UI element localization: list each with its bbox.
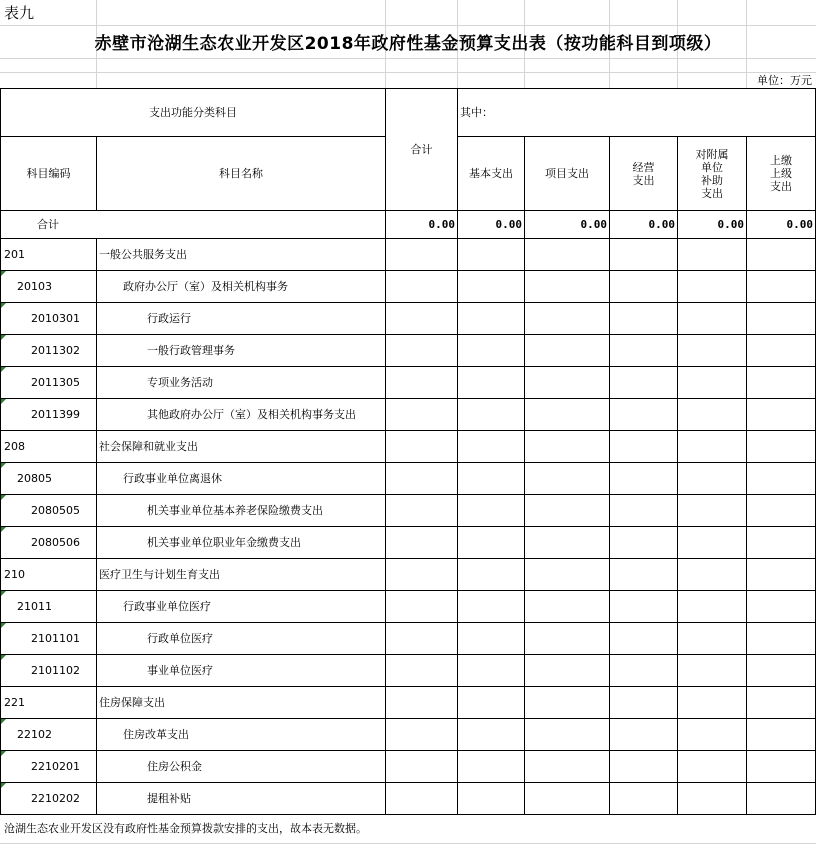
value-cell[interactable] bbox=[747, 431, 816, 463]
budget-table bbox=[0, 88, 816, 815]
totals-row bbox=[1, 211, 816, 239]
value-cell[interactable] bbox=[747, 303, 816, 335]
subject-code-cell[interactable] bbox=[1, 431, 97, 463]
subject-code: 20103 bbox=[17, 279, 52, 293]
table-row bbox=[1, 271, 816, 303]
value-cell[interactable] bbox=[525, 303, 610, 335]
value-cell[interactable] bbox=[386, 655, 458, 687]
value-cell[interactable] bbox=[610, 559, 678, 591]
cell-marker-icon bbox=[1, 783, 6, 788]
value-cell[interactable] bbox=[458, 399, 525, 431]
subject-name[interactable]: 提租补贴 bbox=[97, 783, 386, 815]
subject-name[interactable]: 医疗卫生与计划生育支出 bbox=[97, 559, 386, 591]
header-project: 项目支出 bbox=[525, 137, 610, 211]
value-cell[interactable] bbox=[386, 591, 458, 623]
value-cell[interactable] bbox=[458, 495, 525, 527]
cell-marker-icon bbox=[1, 303, 6, 308]
subject-code-cell[interactable] bbox=[1, 367, 97, 399]
cell-marker-icon bbox=[1, 495, 6, 500]
value-cell[interactable] bbox=[458, 367, 525, 399]
cell-marker-icon bbox=[1, 271, 6, 276]
subject-name[interactable]: 专项业务活动 bbox=[97, 367, 386, 399]
header-total: 合计 bbox=[386, 89, 458, 211]
value-cell[interactable] bbox=[610, 783, 678, 815]
value-cell[interactable] bbox=[610, 751, 678, 783]
subject-name[interactable]: 行政事业单位离退休 bbox=[97, 463, 386, 495]
header-basic: 基本支出 bbox=[458, 137, 525, 211]
value-cell[interactable] bbox=[458, 591, 525, 623]
header-row-1 bbox=[1, 89, 816, 137]
value-cell[interactable] bbox=[525, 623, 610, 655]
table-row bbox=[1, 751, 816, 783]
value-cell[interactable] bbox=[458, 719, 525, 751]
table-row bbox=[1, 399, 816, 431]
value-cell[interactable] bbox=[610, 655, 678, 687]
subject-name[interactable]: 住房改革支出 bbox=[97, 719, 386, 751]
subject-code: 2210202 bbox=[31, 791, 80, 805]
value-cell[interactable] bbox=[525, 751, 610, 783]
value-cell[interactable] bbox=[610, 719, 678, 751]
subject-code-cell[interactable] bbox=[1, 783, 97, 815]
value-cell[interactable] bbox=[386, 495, 458, 527]
value-cell[interactable] bbox=[386, 559, 458, 591]
subject-code: 2101102 bbox=[31, 663, 80, 677]
subsidy-total-value: 0.00 bbox=[678, 211, 747, 239]
value-cell[interactable] bbox=[747, 783, 816, 815]
subject-code-cell[interactable] bbox=[1, 623, 97, 655]
subject-code: 2011399 bbox=[31, 407, 80, 421]
table-row bbox=[1, 495, 816, 527]
value-cell[interactable] bbox=[386, 623, 458, 655]
value-cell[interactable] bbox=[747, 687, 816, 719]
subject-name[interactable]: 事业单位医疗 bbox=[97, 655, 386, 687]
unit-label: 单位：万元 bbox=[757, 74, 812, 87]
table-row bbox=[1, 527, 816, 559]
value-cell[interactable] bbox=[386, 239, 458, 271]
value-cell[interactable] bbox=[747, 335, 816, 367]
subject-code: 22102 bbox=[17, 727, 52, 741]
subject-name[interactable]: 政府办公厅（室）及相关机构事务 bbox=[97, 271, 386, 303]
subject-code-cell[interactable] bbox=[1, 495, 97, 527]
value-cell[interactable] bbox=[386, 783, 458, 815]
header-name: 科目名称 bbox=[97, 137, 386, 211]
subject-code-cell[interactable] bbox=[1, 303, 97, 335]
subject-name[interactable]: 行政单位医疗 bbox=[97, 623, 386, 655]
value-cell[interactable] bbox=[458, 463, 525, 495]
sheet-tag: 表九 bbox=[4, 4, 35, 22]
value-cell[interactable] bbox=[386, 463, 458, 495]
value-cell[interactable] bbox=[458, 335, 525, 367]
subject-name[interactable]: 社会保障和就业支出 bbox=[97, 431, 386, 463]
value-cell[interactable] bbox=[386, 303, 458, 335]
header-category: 支出功能分类科目 bbox=[1, 89, 386, 137]
subject-code-cell[interactable] bbox=[1, 335, 97, 367]
value-cell[interactable] bbox=[458, 431, 525, 463]
value-cell[interactable] bbox=[747, 367, 816, 399]
value-cell[interactable] bbox=[678, 655, 747, 687]
subject-code: 2011302 bbox=[31, 343, 80, 357]
subject-code: 2011305 bbox=[31, 375, 80, 389]
value-cell[interactable] bbox=[678, 431, 747, 463]
subject-name[interactable]: 机关事业单位基本养老保险缴费支出 bbox=[97, 495, 386, 527]
total-value: 0.00 bbox=[386, 211, 458, 239]
subject-name[interactable]: 其他政府办公厅（室）及相关机构事务支出 bbox=[97, 399, 386, 431]
value-cell[interactable] bbox=[610, 399, 678, 431]
value-cell[interactable] bbox=[525, 527, 610, 559]
operating-total-value: 0.00 bbox=[610, 211, 678, 239]
table-row bbox=[1, 687, 816, 719]
value-cell[interactable] bbox=[610, 463, 678, 495]
cell-marker-icon bbox=[1, 335, 6, 340]
value-cell[interactable] bbox=[610, 687, 678, 719]
page-title: 赤壁市沧湖生态农业开发区2018年政府性基金预算支出表（按功能科目到项级） bbox=[94, 34, 722, 54]
header-of-which: 其中： bbox=[458, 89, 816, 137]
value-cell[interactable] bbox=[678, 719, 747, 751]
value-cell[interactable] bbox=[747, 271, 816, 303]
value-cell[interactable] bbox=[610, 431, 678, 463]
cell-marker-icon bbox=[1, 367, 6, 372]
value-cell[interactable] bbox=[525, 719, 610, 751]
value-cell[interactable] bbox=[747, 399, 816, 431]
value-cell[interactable] bbox=[610, 335, 678, 367]
subject-code: 2101101 bbox=[31, 631, 80, 645]
table-row bbox=[1, 719, 816, 751]
value-cell[interactable] bbox=[458, 687, 525, 719]
value-cell[interactable] bbox=[678, 303, 747, 335]
table-row bbox=[1, 591, 816, 623]
subject-name[interactable]: 住房公积金 bbox=[97, 751, 386, 783]
value-cell[interactable] bbox=[610, 303, 678, 335]
value-cell[interactable] bbox=[525, 399, 610, 431]
value-cell[interactable] bbox=[678, 623, 747, 655]
value-cell[interactable] bbox=[610, 271, 678, 303]
subject-name[interactable]: 行政运行 bbox=[97, 303, 386, 335]
value-cell[interactable] bbox=[678, 463, 747, 495]
project-total-value: 0.00 bbox=[525, 211, 610, 239]
subject-code-cell[interactable] bbox=[1, 527, 97, 559]
cell-marker-icon bbox=[1, 399, 6, 404]
value-cell[interactable] bbox=[747, 591, 816, 623]
value-cell[interactable] bbox=[525, 431, 610, 463]
subject-name[interactable]: 住房保障支出 bbox=[97, 687, 386, 719]
value-cell[interactable] bbox=[610, 367, 678, 399]
value-cell[interactable] bbox=[747, 655, 816, 687]
subject-code: 221 bbox=[4, 695, 25, 709]
subject-code-cell[interactable] bbox=[1, 719, 97, 751]
value-cell[interactable] bbox=[386, 335, 458, 367]
value-cell[interactable] bbox=[525, 783, 610, 815]
value-cell[interactable] bbox=[747, 463, 816, 495]
table-row bbox=[1, 431, 816, 463]
subject-code: 20805 bbox=[17, 471, 52, 485]
value-cell[interactable] bbox=[610, 239, 678, 271]
value-cell[interactable] bbox=[525, 591, 610, 623]
value-cell[interactable] bbox=[386, 527, 458, 559]
value-cell[interactable] bbox=[386, 367, 458, 399]
value-cell[interactable] bbox=[678, 271, 747, 303]
value-cell[interactable] bbox=[458, 239, 525, 271]
value-cell[interactable] bbox=[525, 367, 610, 399]
table-row bbox=[1, 239, 816, 271]
value-cell[interactable] bbox=[458, 751, 525, 783]
value-cell[interactable] bbox=[525, 463, 610, 495]
value-cell[interactable] bbox=[386, 719, 458, 751]
subject-name[interactable]: 行政事业单位医疗 bbox=[97, 591, 386, 623]
table-row bbox=[1, 463, 816, 495]
value-cell[interactable] bbox=[747, 623, 816, 655]
value-cell[interactable] bbox=[525, 495, 610, 527]
cell-marker-icon bbox=[1, 591, 6, 596]
subject-code: 2080505 bbox=[31, 503, 80, 517]
footer-note: 沧湖生态农业开发区没有政府性基金预算拨款安排的支出，故本表无数据。 bbox=[4, 822, 367, 835]
cell-marker-icon bbox=[1, 655, 6, 660]
totals-label: 合计 bbox=[1, 211, 386, 239]
value-cell[interactable] bbox=[386, 687, 458, 719]
cell-marker-icon bbox=[1, 527, 6, 532]
value-cell[interactable] bbox=[747, 719, 816, 751]
subject-code: 210 bbox=[4, 567, 25, 581]
value-cell[interactable] bbox=[678, 559, 747, 591]
subject-name[interactable]: 一般行政管理事务 bbox=[97, 335, 386, 367]
value-cell[interactable] bbox=[525, 655, 610, 687]
subject-code: 201 bbox=[4, 247, 25, 261]
value-cell[interactable] bbox=[525, 239, 610, 271]
value-cell[interactable] bbox=[458, 559, 525, 591]
value-cell[interactable] bbox=[458, 303, 525, 335]
value-cell[interactable] bbox=[678, 367, 747, 399]
value-cell[interactable] bbox=[458, 655, 525, 687]
subject-code-cell[interactable] bbox=[1, 655, 97, 687]
subject-code: 2210201 bbox=[31, 759, 80, 773]
value-cell[interactable] bbox=[386, 431, 458, 463]
table-row bbox=[1, 367, 816, 399]
table-row bbox=[1, 335, 816, 367]
table-row bbox=[1, 623, 816, 655]
subject-code: 2080506 bbox=[31, 535, 80, 549]
upper-total-value: 0.00 bbox=[747, 211, 816, 239]
cell-marker-icon bbox=[1, 623, 6, 628]
value-cell[interactable] bbox=[678, 527, 747, 559]
basic-total-value: 0.00 bbox=[458, 211, 525, 239]
subject-code-cell[interactable] bbox=[1, 751, 97, 783]
subject-code-cell[interactable] bbox=[1, 463, 97, 495]
cell-marker-icon bbox=[1, 463, 6, 468]
subject-code-cell[interactable] bbox=[1, 399, 97, 431]
value-cell[interactable] bbox=[458, 783, 525, 815]
value-cell[interactable] bbox=[678, 335, 747, 367]
subject-code: 208 bbox=[4, 439, 25, 453]
subject-name[interactable]: 一般公共服务支出 bbox=[97, 239, 386, 271]
header-code: 科目编码 bbox=[1, 137, 97, 211]
subject-code-cell[interactable] bbox=[1, 591, 97, 623]
header-operating: 经营 支出 bbox=[610, 137, 678, 211]
value-cell[interactable] bbox=[747, 495, 816, 527]
value-cell[interactable] bbox=[610, 591, 678, 623]
value-cell[interactable] bbox=[610, 527, 678, 559]
value-cell[interactable] bbox=[610, 495, 678, 527]
value-cell[interactable] bbox=[678, 783, 747, 815]
value-cell[interactable] bbox=[678, 687, 747, 719]
value-cell[interactable] bbox=[678, 591, 747, 623]
value-cell[interactable] bbox=[525, 687, 610, 719]
cell-marker-icon bbox=[1, 719, 6, 724]
value-cell[interactable] bbox=[747, 527, 816, 559]
table-row bbox=[1, 783, 816, 815]
subject-code: 2010301 bbox=[31, 311, 80, 325]
header-upper: 上缴 上级 支出 bbox=[747, 137, 816, 211]
value-cell[interactable] bbox=[678, 399, 747, 431]
value-cell[interactable] bbox=[678, 239, 747, 271]
value-cell[interactable] bbox=[678, 751, 747, 783]
cell-marker-icon bbox=[1, 751, 6, 756]
subject-code-cell[interactable] bbox=[1, 687, 97, 719]
value-cell[interactable] bbox=[525, 335, 610, 367]
value-cell[interactable] bbox=[525, 559, 610, 591]
value-cell[interactable] bbox=[747, 239, 816, 271]
value-cell[interactable] bbox=[525, 271, 610, 303]
value-cell[interactable] bbox=[747, 559, 816, 591]
value-cell[interactable] bbox=[747, 751, 816, 783]
value-cell[interactable] bbox=[458, 623, 525, 655]
table-row bbox=[1, 655, 816, 687]
value-cell[interactable] bbox=[678, 495, 747, 527]
subject-name[interactable]: 机关事业单位职业年金缴费支出 bbox=[97, 527, 386, 559]
value-cell[interactable] bbox=[610, 623, 678, 655]
table-row bbox=[1, 559, 816, 591]
value-cell[interactable] bbox=[386, 271, 458, 303]
header-subsidy: 对附属 单位 补助 支出 bbox=[678, 137, 747, 211]
value-cell[interactable] bbox=[458, 271, 525, 303]
subject-code: 21011 bbox=[17, 599, 52, 613]
value-cell[interactable] bbox=[386, 399, 458, 431]
subject-code-cell[interactable] bbox=[1, 271, 97, 303]
value-cell[interactable] bbox=[458, 527, 525, 559]
subject-code-cell[interactable] bbox=[1, 559, 97, 591]
value-cell[interactable] bbox=[386, 751, 458, 783]
table-row bbox=[1, 303, 816, 335]
subject-code-cell[interactable] bbox=[1, 239, 97, 271]
